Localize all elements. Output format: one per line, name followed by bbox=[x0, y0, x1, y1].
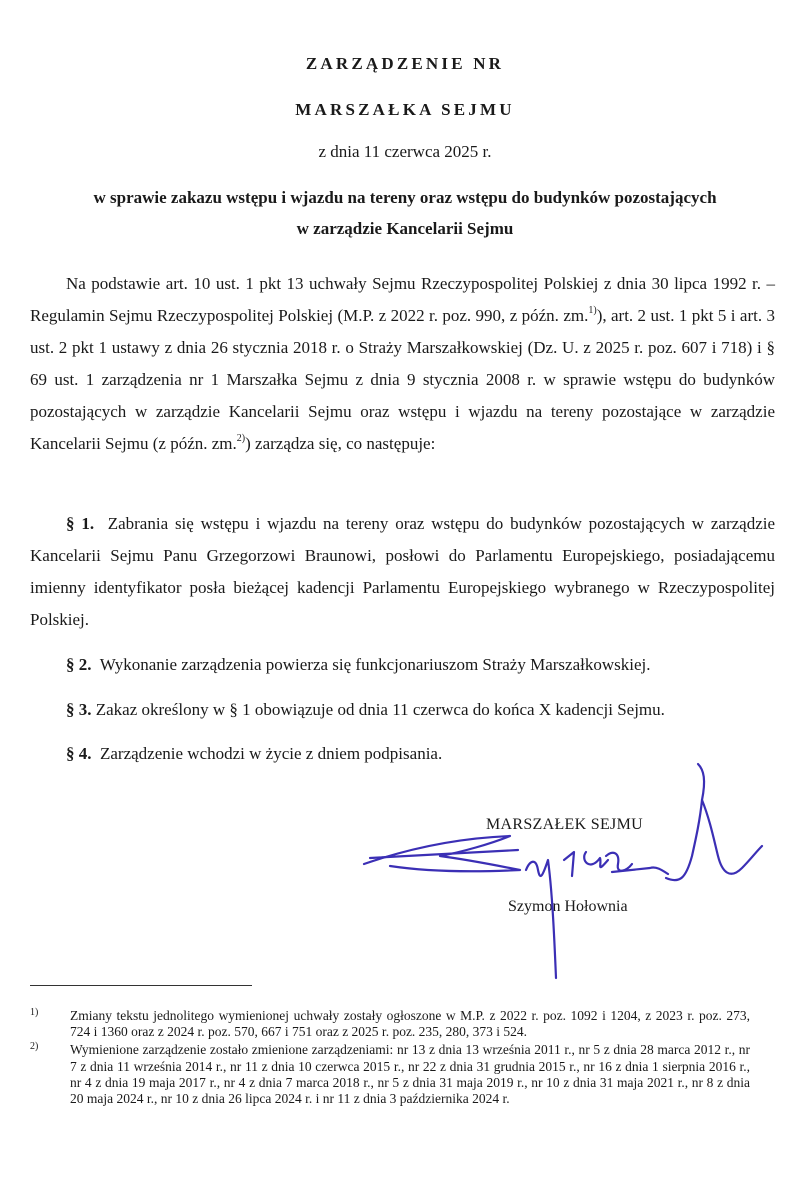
section-1-label: § 1. bbox=[66, 514, 95, 533]
document-title-line1: ZARZĄDZENIE NR bbox=[305, 54, 505, 73]
signature-strokes bbox=[364, 764, 762, 978]
signer-title: MARSZAŁEK SEJMU bbox=[486, 816, 643, 833]
signer-name: Szymon Hołownia bbox=[508, 898, 628, 915]
section-1-text: Zabrania się wstępu i wjazdu na tereny oraz wstępu do budynków pozostających w zarządzie Kancelarii Sejmu Panu Grzegorzowi Braunowi, posłowi do Parlamentu Europejskiego, posiadającemu imienny identyfikator posła bieżącej kadencji Parlamentu Europejskiego wybranego w Rzeczypospolitej Polskiej. bbox=[30, 514, 776, 629]
footnote-1 bbox=[30, 1008, 750, 1040]
intro-text-2: ), art. 2 ust. 1 pkt 5 i art. 3 ust. 2 pkt 1 ustawy z dnia 26 stycznia 2018 r. o Straży Marszałkowskiej (Dz. U. z 2025 r. poz. 607 i 718) i § 69 ust. 1 zarządzenia nr 1 Marszałka Sejmu z dnia 9 stycznia 2008 r. w sprawie wstępu do budynków pozostających w zarządzie Kancelarii Sejmu oraz wstępu i wjazdu na tereny pozostające w zarządzie Kancelarii Sejmu (z późn. zm. bbox=[30, 306, 775, 453]
intro-text-3: ) zarządza się, co następuje: bbox=[245, 434, 436, 453]
document-title-line2: MARSZAŁKA SEJMU bbox=[295, 100, 515, 119]
section-4-text: Zarządzenie wchodzi w życie z dniem podpisania. bbox=[100, 744, 443, 763]
section-3 bbox=[30, 694, 775, 726]
footnote-separator bbox=[30, 985, 252, 986]
section-1 bbox=[30, 508, 775, 636]
footnotes bbox=[30, 1008, 750, 1109]
subject-line2: w zarządzie Kancelarii Sejmu bbox=[296, 219, 514, 238]
section-2 bbox=[30, 649, 775, 681]
intro-text-1: Na podstawie art. 10 ust. 1 pkt 13 uchwały Sejmu Rzeczypospolitej Polskiej z dnia 30 lipca 1992 r. – Regulamin Sejmu Rzeczypospolitej Polskiej (M.P. z 2022 r. poz. 990, z późn. zm. bbox=[30, 274, 775, 325]
section-4-label: § 4. bbox=[66, 744, 92, 763]
footnote-2 bbox=[30, 1042, 750, 1107]
footnote-2-text: Wymienione zarządzenie zostało zmienione zarządzeniami: nr 13 z dnia 13 września 2011 r., nr 5 z dnia 28 marca 2012 r., nr 7 z dnia 11 września 2014 r., nr 11 z dnia 10 czerwca 2015 r., nr 22 z dnia 31 grudnia 2015 r., nr 16 z dnia 1 sierpnia 2016 r., nr 4 z dnia 19 maja 2017 r., nr 4 z dnia 7 marca 2018 r., nr 5 z dnia 31 maja 2019 r., nr 10 z dnia 31 maja 2021 r., nr 8 z dnia 20 maja 2024 r., nr 10 z dnia 26 lipca 2024 r. i nr 11 z dnia 3 października 2024 r. bbox=[70, 1042, 750, 1107]
footnote-1-mark: 1) bbox=[30, 1007, 39, 1018]
section-2-text: Wykonanie zarządzenia powierza się funkcjonariuszom Straży Marszałkowskiej. bbox=[99, 655, 651, 674]
document-subject bbox=[30, 182, 780, 244]
section-3-label: § 3. bbox=[66, 700, 92, 719]
legal-basis-paragraph bbox=[30, 268, 775, 460]
section-2-label: § 2. bbox=[66, 655, 92, 674]
footnote-ref-1: 1) bbox=[588, 305, 597, 317]
footnote-1-text: Zmiany tekstu jednolitego wymienionej uchwały zostały ogłoszone w M.P. z 2022 r. poz. 1092 i 1204, z 2023 r. poz. 273, 724 i 1360 oraz z 2024 r. poz. 570, 667 i 751 oraz z 2025 r. poz. 235, 280, 373 i 524. bbox=[70, 1008, 750, 1040]
footnote-2-mark: 2) bbox=[30, 1041, 39, 1053]
section-3-text: Zakaz określony w § 1 obowiązuje od dnia 11 czerwca do końca X kadencji Sejmu. bbox=[95, 700, 665, 719]
subject-line1: w sprawie zakazu wstępu i wjazdu na tereny oraz wstępu do budynków pozostających bbox=[93, 188, 717, 207]
document-date: z dnia 11 czerwca 2025 r. bbox=[318, 142, 492, 161]
footnote-ref-2: 2) bbox=[236, 433, 246, 445]
